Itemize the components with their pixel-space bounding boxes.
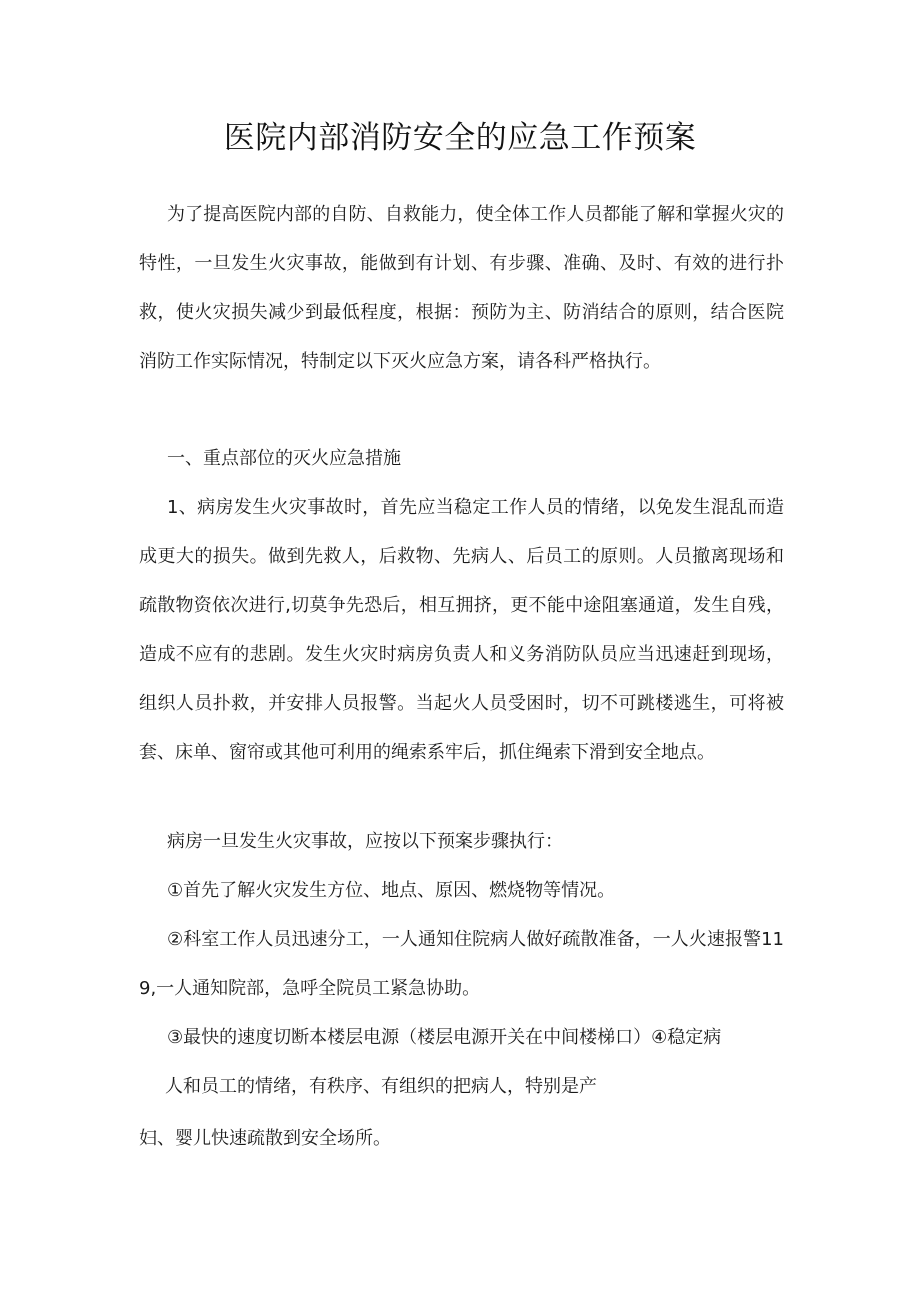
- step-4-line-1: 人和员工的情绪，有秩序、有组织的把病人，特别是产: [165, 1076, 597, 1097]
- step-4-line-2: 妇、婴儿快速疏散到安全场所。: [139, 1128, 391, 1149]
- document-title: 医院内部消防安全的应急工作预案: [223, 120, 697, 156]
- step-3-paragraph: [139, 1013, 784, 1062]
- paragraph: ②科室工作人员迅速分工，一人通知住院病人做好疏散准备，一人火速报警119,一人通知院部，急呼全院员工紧急协助。: [139, 929, 784, 999]
- intro-paragraph: [139, 190, 784, 386]
- heading-text: 一、重点部位的灭火应急措施: [167, 448, 401, 469]
- paragraph: 病房一旦发生火灾事故，应按以下预案步骤执行：: [167, 831, 563, 852]
- step-1-paragraph: [139, 866, 784, 915]
- step-2-paragraph: [139, 915, 784, 1013]
- section-heading: [139, 434, 784, 483]
- paragraph: 1、病房发生火灾事故时，首先应当稳定工作人员的情绪，以免发生混乱而造成更大的损失。做到先救人，后救物、先病人、后员工的原则。人员撤离现场和疏散物资依次进行,切莫争先恐后，相互拥挤，更不能中途阻塞通道，发生自残，造成不应有的悲剧。发生火灾时病房负责人和义务消防队员应当迅速赶到现场，组织人员扑救，并安排人员报警。当起火人员受困时，切不可跳楼逃生，可将被套、床单、窗帘或其他可利用的绳索系牢后，抓住绳索下滑到安全地点。: [139, 497, 784, 763]
- steps-intro-paragraph: [139, 817, 784, 866]
- ward-fire-paragraph: [139, 483, 784, 777]
- paragraph: ③最快的速度切断本楼层电源（楼层电源开关在中间楼梯口）④稳定病: [167, 1027, 722, 1048]
- paragraph: 为了提高医院内部的自防、自救能力，使全体工作人员都能了解和掌握火灾的特性，一旦发生火灾事故，能做到有计划、有步骤、准确、及时、有效的进行扑救，使火灾损失减少到最低程度，根据：预防为主、防消结合的原则，结合医院消防工作实际情况，特制定以下灭火应急方案，请各科严格执行。: [139, 204, 784, 372]
- paragraph: ①首先了解火灾发生方位、地点、原因、燃烧物等情况。: [167, 880, 616, 901]
